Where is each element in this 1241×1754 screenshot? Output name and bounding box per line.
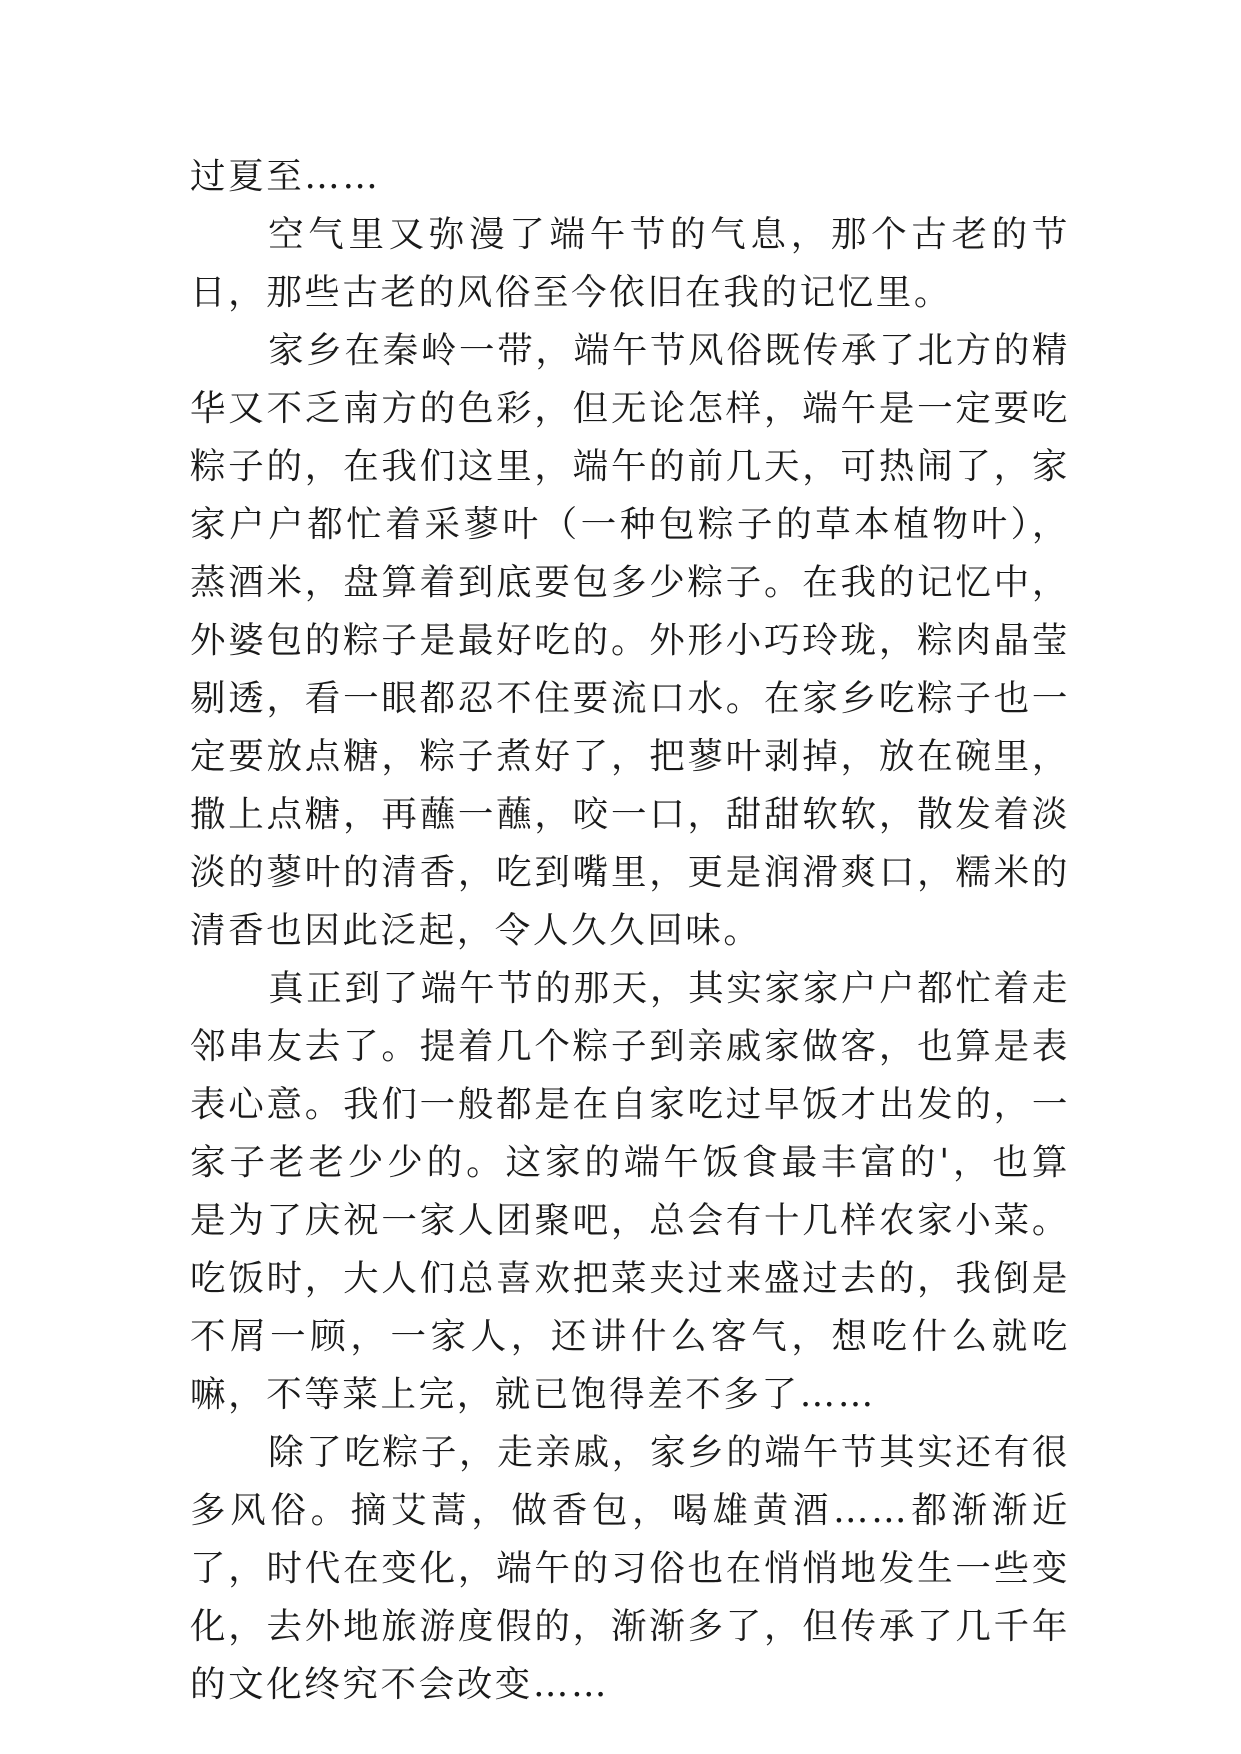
document-body xyxy=(190,148,1070,1714)
paragraph-other-customs: 除了吃粽子，走亲戚，家乡的端午节其实还有很多风俗。摘艾蒿，做香包，喝雄黄酒……都渐渐近了，时代在变化，端午的习俗也在悄悄地发生一些变化，去外地旅游度假的，渐渐多了，但传承了几千年的文化终究不会改变…… xyxy=(190,1432,1070,1705)
paragraph-dragon-boat-atmosphere: 空气里又弥漫了端午节的气息，那个古老的节日，那些古老的风俗至今依旧在我的记忆里。 xyxy=(190,214,1070,313)
paragraph-continuation: 过夏至…… xyxy=(190,156,381,197)
paragraph-visiting-relatives: 真正到了端午节的那天，其实家家户户都忙着走邻串友去了。提着几个粽子到亲戚家做客，也算是表表心意。我们一般都是在自家吃过早饭才出发的，一家子老老少少的。这家的端午饭食最丰富的'，也算是为了庆祝一家人团聚吧，总会有十几样农家小菜。吃饭时，大人们总喜欢把菜夹过来盛过去的，我倒是不屑一顾，一家人，还讲什么客气，想吃什么就吃嘛，不等菜上完，就已饱得差不多了…… xyxy=(190,968,1070,1415)
paragraph-hometown-zongzi: 家乡在秦岭一带，端午节风俗既传承了北方的精华又不乏南方的色彩，但无论怎样，端午是一定要吃粽子的，在我们这里，端午的前几天，可热闹了，家家户户都忙着采蓼叶（一种包粽子的草本植物叶），蒸酒米，盘算着到底要包多少粽子。在我的记忆中，外婆包的粽子是最好吃的。外形小巧玲珑，粽肉晶莹剔透，看一眼都忍不住要流口水。在家乡吃粽子也一定要放点糖，粽子煮好了，把蓼叶剥掉，放在碗里，撒上点糖，再蘸一蘸，咬一口，甜甜软软，散发着淡淡的蓼叶的清香，吃到嘴里，更是润滑爽口，糯米的清香也因此泛起，令人久久回味。 xyxy=(190,330,1070,951)
